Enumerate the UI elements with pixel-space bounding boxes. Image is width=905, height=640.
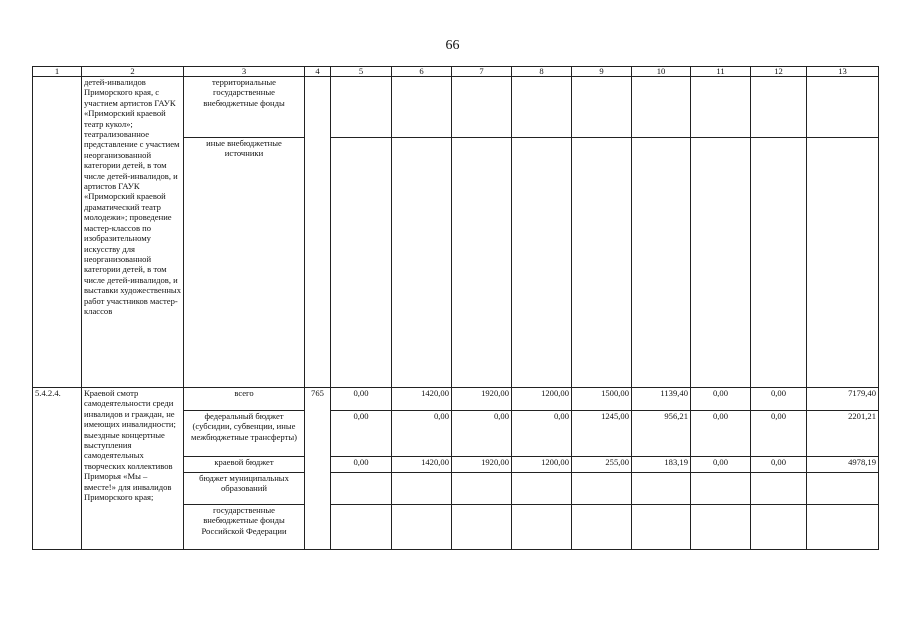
value-cell bbox=[331, 77, 392, 138]
column-header: 1 bbox=[33, 67, 82, 77]
value-cell: 956,21 bbox=[632, 411, 691, 457]
value-cell bbox=[331, 473, 392, 505]
value-cell bbox=[331, 505, 392, 550]
value-cell bbox=[572, 473, 632, 505]
value-cell: 1420,00 bbox=[392, 388, 452, 411]
value-cell bbox=[512, 473, 572, 505]
value-cell bbox=[807, 77, 879, 138]
funding-source: краевой бюджет bbox=[184, 457, 305, 473]
table-row bbox=[33, 77, 879, 138]
value-cell bbox=[751, 505, 807, 550]
value-cell: 1245,00 bbox=[572, 411, 632, 457]
value-cell: 0,00 bbox=[392, 411, 452, 457]
value-cell: 1200,00 bbox=[512, 457, 572, 473]
value-cell bbox=[452, 138, 512, 388]
value-cell bbox=[392, 505, 452, 550]
column-header: 6 bbox=[392, 67, 452, 77]
value-cell: 4978,19 bbox=[807, 457, 879, 473]
value-cell: 0,00 bbox=[691, 388, 751, 411]
value-cell: 1420,00 bbox=[392, 457, 452, 473]
funding-source: иные внебюджетные источники bbox=[184, 138, 305, 388]
column-header: 13 bbox=[807, 67, 879, 77]
value-cell: 2201,21 bbox=[807, 411, 879, 457]
item-number: 5.4.2.4. bbox=[33, 388, 82, 550]
column-header: 8 bbox=[512, 67, 572, 77]
value-cell: 1500,00 bbox=[572, 388, 632, 411]
value-cell bbox=[632, 77, 691, 138]
value-cell: 0,00 bbox=[331, 388, 392, 411]
column-header: 12 bbox=[751, 67, 807, 77]
value-cell bbox=[691, 138, 751, 388]
value-cell bbox=[512, 77, 572, 138]
value-cell bbox=[751, 77, 807, 138]
value-cell bbox=[691, 505, 751, 550]
value-cell bbox=[512, 138, 572, 388]
column-header: 2 bbox=[82, 67, 184, 77]
measure-description: Краевой смотр самодеятельности среди инвалидов и граждан, не имеющих инвалидности; выездные концертные выступления самодеятельных творческих коллективов Приморья «Мы – вместе!» для инвалидов Приморского края; bbox=[82, 388, 184, 550]
funding-source: федеральный бюджет (субсидии, субвенции, иные межбюджетные трансферты) bbox=[184, 411, 305, 457]
value-cell bbox=[632, 473, 691, 505]
item-number-cell bbox=[33, 77, 82, 388]
funding-source: государственные внебюджетные фонды Российской Федерации bbox=[184, 505, 305, 550]
value-cell bbox=[751, 138, 807, 388]
funding-source: всего bbox=[184, 388, 305, 411]
value-cell: 0,00 bbox=[452, 411, 512, 457]
value-cell bbox=[572, 77, 632, 138]
code-cell bbox=[305, 77, 331, 388]
value-cell bbox=[572, 138, 632, 388]
value-cell bbox=[452, 505, 512, 550]
budget-table bbox=[32, 66, 879, 550]
table-row bbox=[33, 388, 879, 411]
column-header: 3 bbox=[184, 67, 305, 77]
code-cell: 765 bbox=[305, 388, 331, 550]
column-header-row bbox=[33, 67, 879, 77]
value-cell: 0,00 bbox=[691, 457, 751, 473]
funding-source: территориальные государственные внебюджетные фонды bbox=[184, 77, 305, 138]
value-cell bbox=[691, 473, 751, 505]
value-cell: 0,00 bbox=[751, 457, 807, 473]
value-cell: 0,00 bbox=[512, 411, 572, 457]
value-cell: 7179,40 bbox=[807, 388, 879, 411]
value-cell: 1920,00 bbox=[452, 388, 512, 411]
value-cell bbox=[807, 138, 879, 388]
value-cell bbox=[632, 138, 691, 388]
value-cell bbox=[512, 505, 572, 550]
value-cell: 1200,00 bbox=[512, 388, 572, 411]
value-cell bbox=[572, 505, 632, 550]
column-header: 4 bbox=[305, 67, 331, 77]
value-cell: 0,00 bbox=[691, 411, 751, 457]
column-header: 11 bbox=[691, 67, 751, 77]
value-cell bbox=[632, 505, 691, 550]
column-header: 10 bbox=[632, 67, 691, 77]
value-cell bbox=[452, 473, 512, 505]
value-cell bbox=[392, 138, 452, 388]
page-number: 66 bbox=[445, 38, 460, 53]
column-header: 7 bbox=[452, 67, 512, 77]
value-cell: 255,00 bbox=[572, 457, 632, 473]
value-cell: 0,00 bbox=[751, 411, 807, 457]
value-cell: 0,00 bbox=[751, 388, 807, 411]
value-cell: 1920,00 bbox=[452, 457, 512, 473]
funding-source: бюджет муниципальных образований bbox=[184, 473, 305, 505]
value-cell bbox=[331, 138, 392, 388]
measure-description: детей-инвалидов Приморского края, с участием артистов ГАУК «Приморский краевой театр кукол»; театрализованное представление с участием неорганизованной категории детей, в том числе детей-инвалидов, и артистов ГАУК «Приморский краевой драматический театр молодежи»; проведение мастер-классов по изобразительному искусству для неорганизованной категории детей, в том числе детей-инвалидов, и выставки художественных работ участников мастер-классов bbox=[82, 77, 184, 388]
value-cell: 0,00 bbox=[331, 411, 392, 457]
value-cell bbox=[807, 505, 879, 550]
value-cell: 183,19 bbox=[632, 457, 691, 473]
value-cell bbox=[392, 473, 452, 505]
column-header: 9 bbox=[572, 67, 632, 77]
value-cell bbox=[452, 77, 512, 138]
column-header: 5 bbox=[331, 67, 392, 77]
value-cell bbox=[392, 77, 452, 138]
value-cell bbox=[751, 473, 807, 505]
value-cell bbox=[691, 77, 751, 138]
value-cell bbox=[807, 473, 879, 505]
value-cell: 1139,40 bbox=[632, 388, 691, 411]
value-cell: 0,00 bbox=[331, 457, 392, 473]
